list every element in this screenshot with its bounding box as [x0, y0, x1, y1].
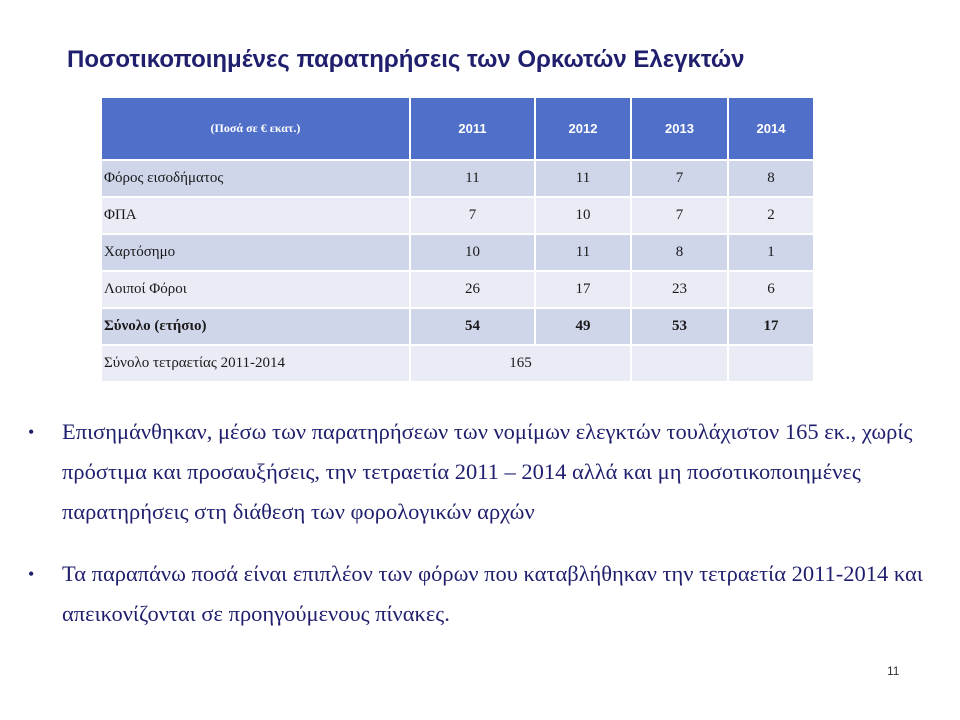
cell-value: 54	[410, 308, 535, 345]
cell-value: 10	[410, 234, 535, 271]
bullet-item	[28, 554, 938, 634]
cell-value: 8	[728, 160, 814, 197]
bullet-list	[28, 412, 938, 634]
bullet-text: Τα παραπάνω ποσά είναι επιπλέον των φόρων που καταβλήθηκαν την τετραετία 2011-2014 και απεικονίζονται σε προηγούμενους πίνακες.	[62, 561, 923, 626]
cell-value: 1	[728, 234, 814, 271]
cell-value: 8	[631, 234, 728, 271]
cell-value: 7	[410, 197, 535, 234]
cell-value: 11	[410, 160, 535, 197]
unit-header: (Ποσά σε € εκατ.)	[101, 97, 410, 160]
cell-value: 7	[631, 197, 728, 234]
row-label: Χαρτόσημο	[101, 234, 410, 271]
cell-value: 11	[535, 234, 631, 271]
table-row	[101, 160, 814, 197]
year-header: 2013	[631, 97, 728, 160]
slide-title: Ποσοτικοποιημένες παρατηρήσεις των Ορκωτών Ελεγκτών	[67, 46, 745, 73]
page-number: 11	[887, 664, 900, 678]
four-year-total-value: 165	[410, 345, 631, 382]
row-label: Λοιποί Φόροι	[101, 271, 410, 308]
cell-value: 17	[535, 271, 631, 308]
cell-value: 53	[631, 308, 728, 345]
bullet-icon: •	[28, 422, 35, 442]
cell-value: 11	[535, 160, 631, 197]
empty-cell	[728, 345, 814, 382]
row-label: ΦΠΑ	[101, 197, 410, 234]
empty-cell	[631, 345, 728, 382]
cell-value: 26	[410, 271, 535, 308]
cell-value: 6	[728, 271, 814, 308]
tax-observations-table	[100, 96, 815, 383]
year-header: 2014	[728, 97, 814, 160]
row-label: Φόρος εισοδήματος	[101, 160, 410, 197]
bullet-icon: •	[28, 564, 35, 584]
cell-value: 17	[728, 308, 814, 345]
cell-value: 23	[631, 271, 728, 308]
table-header-row	[101, 97, 814, 160]
row-label: Σύνολο (ετήσιο)	[101, 308, 410, 345]
table-row	[101, 271, 814, 308]
cell-value: 2	[728, 197, 814, 234]
table-row	[101, 234, 814, 271]
bullet-text: Επισημάνθηκαν, μέσω των παρατηρήσεων των νομίμων ελεγκτών τουλάχιστον 165 εκ., χωρίς πρόστιμα και προσαυξήσεις, την τετραετία 2011 – 2014 αλλά και μη ποσοτικοποιημένες παρατηρήσεις στη διάθεση των φορολογικών αρχών	[62, 419, 913, 524]
row-label: Σύνολο τετραετίας 2011-2014	[101, 345, 410, 382]
year-header: 2012	[535, 97, 631, 160]
year-header: 2011	[410, 97, 535, 160]
table-row	[101, 197, 814, 234]
annual-total-row	[101, 308, 814, 345]
cell-value: 7	[631, 160, 728, 197]
cell-value: 49	[535, 308, 631, 345]
four-year-total-row	[101, 345, 814, 382]
cell-value: 10	[535, 197, 631, 234]
bullet-item	[28, 412, 938, 532]
